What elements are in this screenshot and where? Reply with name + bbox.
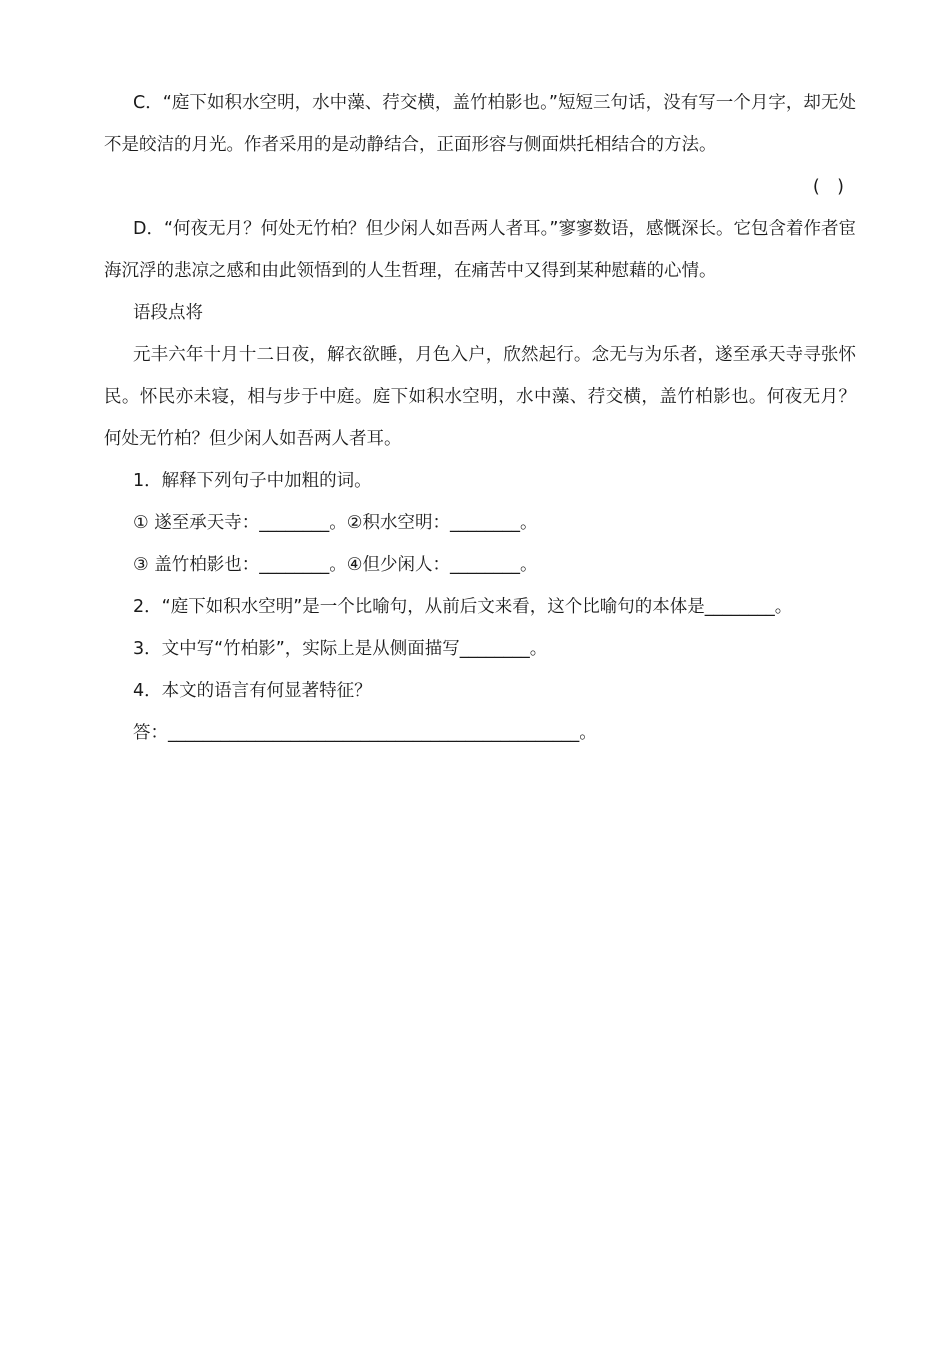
answer-line: 答：_______________________________________________。 (133, 723, 597, 743)
classical-passage: 元丰六年十月十二日夜，解衣欲睡，月色入户，欣然起行。念无与为乐者，遂至承天寺寻张怀民。怀民亦未寝，相与步于中庭。庭下如积水空明，水中藻、荇交横，盖竹柏影也。何夜无月？何处无竹柏？但少闲人如吾两人者耳。 (104, 345, 856, 449)
question-3: 3．文中写“竹柏影”，实际上是从侧面描写________。 (133, 639, 548, 659)
section-title: 语段点将 (133, 303, 203, 323)
question-1-row-1: ① 遂至承天寺：________。②积水空明：________。 (133, 513, 538, 533)
document-content (104, 82, 856, 754)
question-1-row-2: ③ 盖竹柏影也：________。④但少闲人：________。 (133, 555, 538, 575)
question-2: 2．“庭下如积水空明”是一个比喻句，从前后文来看，这个比喻句的本体是________。 (133, 597, 793, 617)
answer-parentheses: ( ) (812, 177, 844, 197)
question-1: 1．解释下列句子中加粗的词。 (133, 471, 372, 491)
option-d-text: D．“何夜无月？何处无竹柏？但少闲人如吾两人者耳。”寥寥数语，感慨深长。它包含着作者宦海沉浮的悲凉之感和由此领悟到的人生哲理，在痛苦中又得到某种慰藉的心情。 (104, 219, 856, 281)
question-4: 4．本文的语言有何显著特征？ (133, 681, 372, 701)
option-c-text: C．“庭下如积水空明，水中藻、荇交横，盖竹柏影也。”短短三句话，没有写一个月字，却无处不是皎洁的月光。作者采用的是动静结合，正面形容与侧面烘托相结合的方法。 (104, 93, 856, 155)
